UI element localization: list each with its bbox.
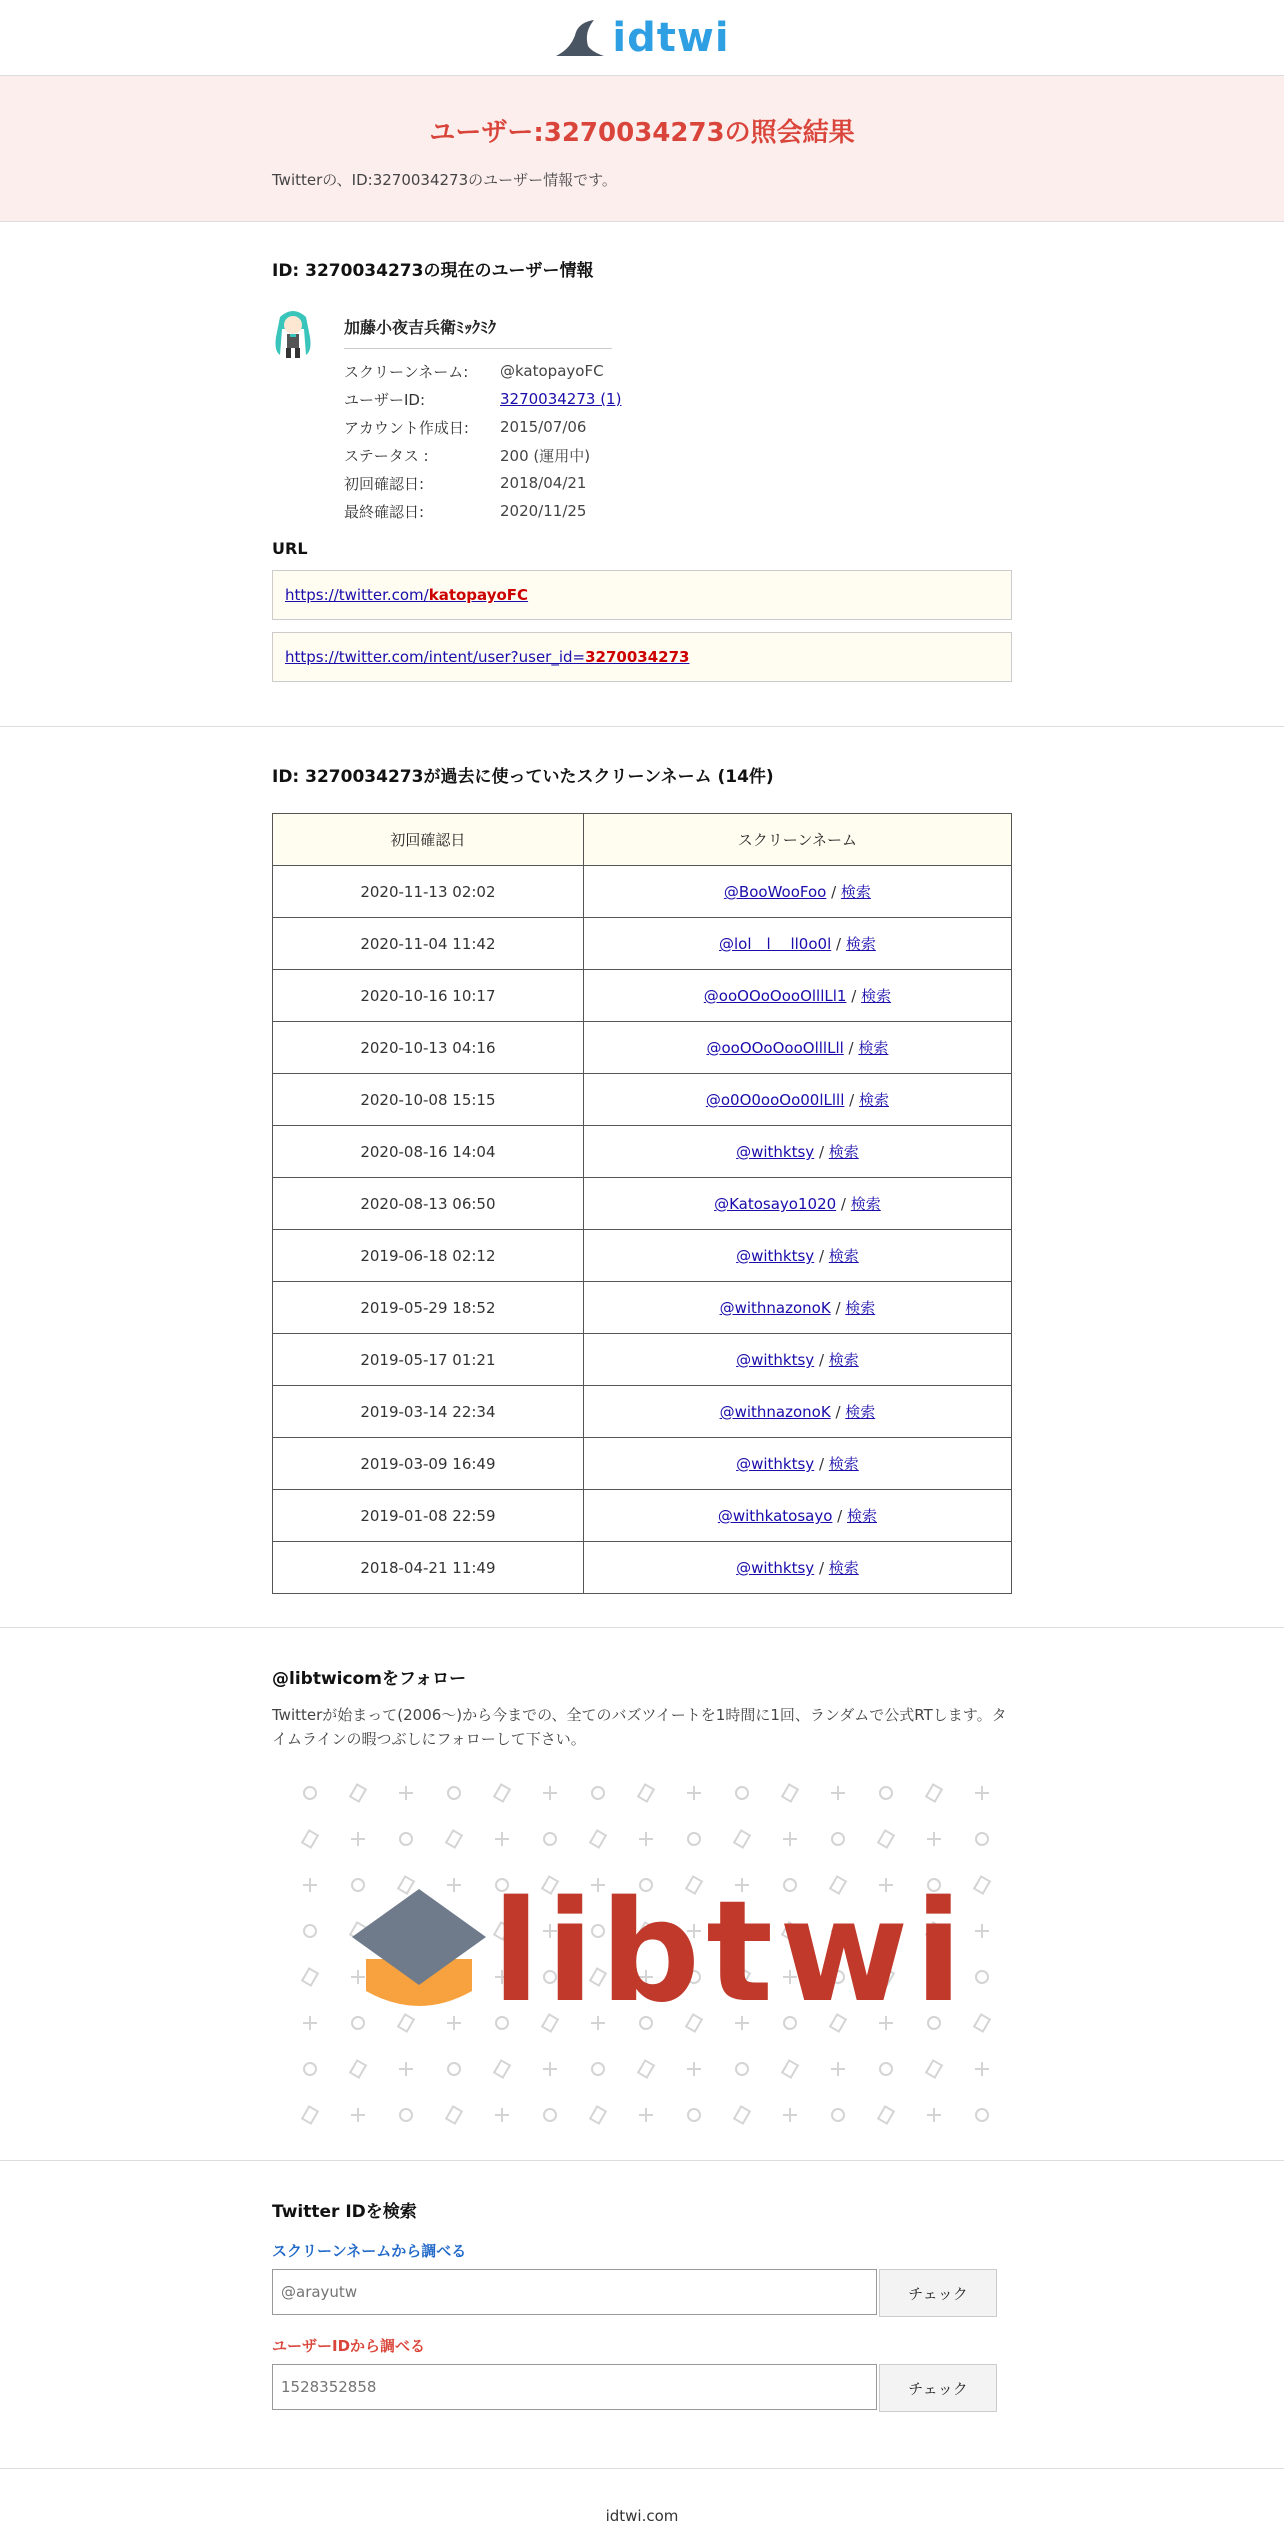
table-row — [273, 1126, 1012, 1178]
url-prefix: https://twitter.com/intent/user?user_id= — [285, 648, 586, 666]
screen-name-cell — [583, 970, 1011, 1022]
detail-row-user-id — [344, 385, 621, 413]
screen-name-input[interactable] — [272, 2269, 877, 2315]
shark-fin-icon — [554, 18, 606, 58]
separator: / — [844, 1091, 859, 1109]
follow-description: Twitterが始まって(2006〜)から今までの、全てのバズツイートを1時間に1回、ランダムで公式RTします。タイムラインの暇つぶしにフォローして下さい。 — [272, 1706, 1007, 1748]
table-row — [273, 918, 1012, 970]
screen-name-link[interactable]: @ooOOoOooOlllLl1 — [703, 987, 847, 1005]
screen-name-cell — [583, 918, 1011, 970]
screen-name-cell — [583, 1334, 1011, 1386]
first-seen-date: 2020-10-16 10:17 — [273, 970, 584, 1022]
search-link[interactable]: 検索 — [828, 1455, 859, 1473]
screen-name-search-form — [272, 2269, 1012, 2317]
screen-name-link[interactable]: @withktsy — [736, 1455, 815, 1473]
page-title: ユーザー:3270034273の照会結果 — [429, 118, 855, 148]
first-seen-date: 2019-05-17 01:21 — [273, 1334, 584, 1386]
screen-name-link[interactable]: @withktsy — [736, 1351, 815, 1369]
banner-wordmark: libtwi — [492, 1871, 969, 2034]
graduation-cap-icon — [344, 1885, 494, 2035]
page-description: Twitterの、ID:3270034273のユーザー情報です。 — [272, 171, 617, 189]
search-link[interactable]: 検索 — [845, 935, 876, 953]
detail-key: ユーザーID: — [344, 390, 426, 409]
search-link[interactable]: 検索 — [828, 1351, 859, 1369]
search-heading: Twitter IDを検索 — [272, 2202, 417, 2222]
detail-key: ステータス : — [344, 446, 429, 465]
user-profile — [272, 307, 1012, 525]
url-bold: 3270034273 — [585, 648, 690, 666]
screen-name-cell — [583, 1230, 1011, 1282]
screen-name-cell — [583, 1282, 1011, 1334]
detail-key: 初回確認日: — [344, 474, 425, 493]
search-link[interactable]: 検索 — [828, 1559, 859, 1577]
url-prefix: https://twitter.com/ — [285, 586, 429, 604]
separator: / — [814, 1351, 829, 1369]
screen-name-link[interactable]: @Katosayo1020 — [714, 1195, 837, 1213]
detail-row-last-seen — [344, 497, 621, 525]
first-seen-date: 2019-06-18 02:12 — [273, 1230, 584, 1282]
history-table-body — [273, 866, 1012, 1594]
search-section — [0, 2161, 1284, 2469]
first-seen-date: 2019-03-14 22:34 — [273, 1386, 584, 1438]
footer-site-link[interactable]: idtwi.com — [605, 2507, 679, 2525]
avatar — [272, 307, 314, 359]
table-row — [273, 1438, 1012, 1490]
separator: / — [814, 1143, 829, 1161]
separator: / — [843, 1039, 859, 1057]
separator: / — [846, 987, 862, 1005]
table-row — [273, 1542, 1012, 1594]
user-info-section — [0, 222, 1284, 727]
detail-row-status — [344, 441, 621, 469]
screen-name-link[interactable]: @withktsy — [736, 1247, 815, 1265]
search-link[interactable]: 検索 — [845, 1403, 876, 1421]
url-bold: katopayoFC — [428, 586, 529, 604]
logo-text: idtwi — [612, 14, 730, 61]
screen-name-link[interactable]: @BooWooFoo — [723, 883, 827, 901]
history-heading: ID: 3270034273が過去に使っていたスクリーンネーム (14件) — [272, 767, 774, 787]
separator: / — [826, 883, 841, 901]
screen-name-link[interactable]: @ooOOoOooOlllLll — [706, 1039, 844, 1057]
user-id-check-button[interactable]: チェック — [879, 2364, 997, 2412]
table-row — [273, 1230, 1012, 1282]
profile-url-box — [272, 570, 1012, 620]
libtwi-banner[interactable] — [272, 1773, 1012, 2137]
first-seen-date: 2020-10-13 04:16 — [273, 1022, 584, 1074]
detail-value: @katopayoFC — [500, 362, 604, 380]
screen-name-cell — [583, 1438, 1011, 1490]
site-header — [0, 0, 1284, 76]
profile-url-link[interactable] — [285, 586, 528, 604]
url-heading: URL — [272, 539, 308, 558]
screen-name-link[interactable]: @o0O0ooOo00lLlll — [705, 1091, 845, 1109]
separator: / — [814, 1455, 829, 1473]
table-header-row — [273, 814, 1012, 866]
detail-row-first-seen — [344, 469, 621, 497]
screen-name-cell — [583, 1126, 1011, 1178]
first-seen-date: 2018-04-21 11:49 — [273, 1542, 584, 1594]
search-link[interactable]: 検索 — [828, 1143, 859, 1161]
first-seen-date: 2020-11-13 02:02 — [273, 866, 584, 918]
table-row — [273, 1074, 1012, 1126]
table-row — [273, 1178, 1012, 1230]
detail-key: アカウント作成日: — [344, 418, 469, 437]
detail-value: 2020/11/25 — [500, 502, 587, 520]
screen-name-cell — [583, 1386, 1011, 1438]
first-seen-date: 2020-08-16 14:04 — [273, 1126, 584, 1178]
table-row — [273, 1386, 1012, 1438]
intent-url-box — [272, 632, 1012, 682]
detail-value: 200 (運用中) — [500, 446, 591, 465]
screen-name-cell — [583, 1542, 1011, 1594]
first-seen-date: 2019-05-29 18:52 — [273, 1282, 584, 1334]
table-row — [273, 1334, 1012, 1386]
screen-name-history-section — [0, 727, 1284, 1628]
user-id-search-form — [272, 2364, 1012, 2412]
search-link[interactable]: 検索 — [861, 987, 892, 1005]
user-detail-list — [344, 357, 621, 525]
user-info-heading: ID: 3270034273の現在のユーザー情報 — [272, 261, 594, 281]
user-id-link[interactable]: 3270034273 (1) — [500, 390, 622, 408]
first-seen-date: 2020-10-08 15:15 — [273, 1074, 584, 1126]
detail-row-created — [344, 413, 621, 441]
detail-value: 2015/07/06 — [500, 418, 587, 436]
footer — [0, 2469, 1284, 2525]
search-link[interactable]: 検索 — [858, 1039, 889, 1057]
search-link[interactable]: 検索 — [858, 1091, 889, 1109]
screen-name-search-label: スクリーンネームから調べる — [272, 2242, 467, 2260]
screen-name-link[interactable]: @withkatosayo — [717, 1507, 833, 1525]
detail-value: 2018/04/21 — [500, 474, 587, 492]
screen-name-cell — [583, 1178, 1011, 1230]
user-id-input[interactable] — [272, 2364, 877, 2410]
table-row — [273, 1022, 1012, 1074]
separator: / — [836, 1195, 851, 1213]
separator: / — [830, 1403, 846, 1421]
separator: / — [831, 935, 846, 953]
detail-key: スクリーンネーム: — [344, 362, 469, 381]
detail-key: 最終確認日: — [344, 502, 425, 521]
table-row — [273, 1282, 1012, 1334]
intent-url-link[interactable] — [285, 648, 689, 666]
screen-name-cell — [583, 1022, 1011, 1074]
first-seen-date: 2019-03-09 16:49 — [273, 1438, 584, 1490]
site-logo[interactable] — [554, 15, 729, 61]
first-seen-date: 2020-08-13 06:50 — [273, 1178, 584, 1230]
search-link[interactable]: 検索 — [850, 1195, 881, 1213]
screen-name-link[interactable]: @withnazonoK — [719, 1403, 831, 1421]
screen-name-link[interactable]: @withktsy — [736, 1559, 815, 1577]
screen-name-link[interactable]: @withktsy — [736, 1143, 815, 1161]
first-seen-date: 2020-11-04 11:42 — [273, 918, 584, 970]
separator: / — [832, 1507, 847, 1525]
separator: / — [814, 1247, 829, 1265]
follow-section — [0, 1628, 1284, 2161]
screen-name-cell — [583, 866, 1011, 918]
screen-name-cell — [583, 1074, 1011, 1126]
table-row — [273, 866, 1012, 918]
user-id-search-label: ユーザーIDから調べる — [272, 2337, 426, 2355]
history-table — [272, 813, 1012, 1594]
table-row — [273, 1490, 1012, 1542]
separator: / — [830, 1299, 846, 1317]
follow-heading: @libtwicomをフォロー — [272, 1669, 467, 1689]
separator: / — [814, 1559, 829, 1577]
search-link[interactable]: 検索 — [845, 1299, 876, 1317]
table-row — [273, 970, 1012, 1022]
screen-name-cell — [583, 1490, 1011, 1542]
screen-name-link[interactable]: @withnazonoK — [719, 1299, 831, 1317]
search-link[interactable]: 検索 — [828, 1247, 859, 1265]
column-header-date: 初回確認日 — [273, 814, 584, 866]
user-display-name: 加藤小夜吉兵衛ﾐｯｸﾐｸ — [344, 315, 612, 349]
screen-name-link[interactable]: @lol l ll0o0l — [719, 935, 832, 953]
hero-banner — [0, 76, 1284, 222]
first-seen-date: 2019-01-08 22:59 — [273, 1490, 584, 1542]
screen-name-check-button[interactable]: チェック — [879, 2269, 997, 2317]
search-link[interactable]: 検索 — [840, 883, 871, 901]
search-link[interactable]: 検索 — [847, 1507, 878, 1525]
column-header-screen-name: スクリーンネーム — [583, 814, 1011, 866]
detail-row-screen-name — [344, 357, 621, 385]
